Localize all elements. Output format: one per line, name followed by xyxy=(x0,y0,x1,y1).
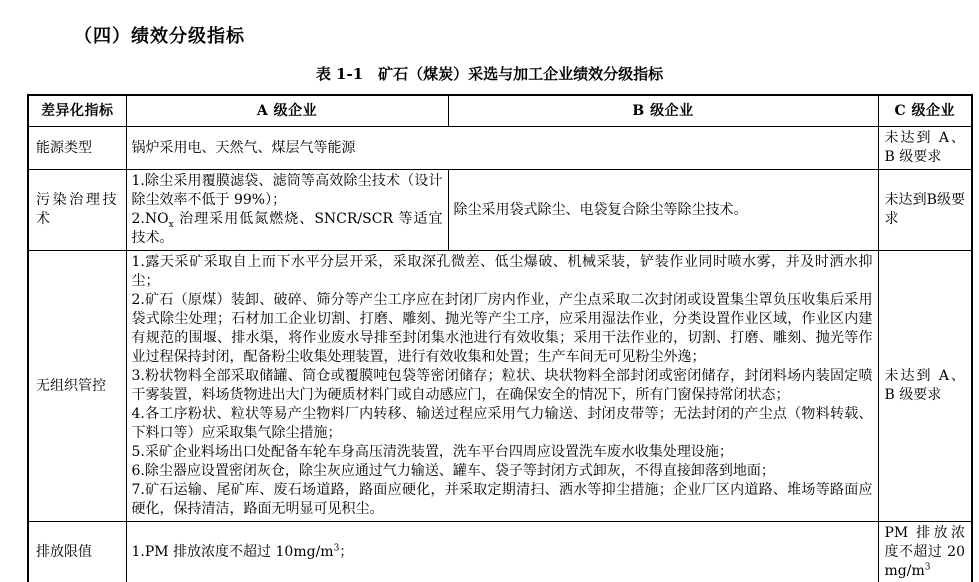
a-cell-item-2: $2.NO_x$ 治理采用低氮燃烧、SNCR/SCR 等适宜技术。 xyxy=(131,211,443,246)
cubic-meter-superscript: 3 xyxy=(333,543,340,554)
col-header-differentiated-indicator: 差异化指标 xyxy=(28,95,126,127)
table-header-row xyxy=(28,95,972,127)
row-pollution-control-technology xyxy=(28,170,972,251)
row-emission-limit xyxy=(28,522,972,582)
emission-limit-c-cell: PM 排放浓度不超过 $20mg/m^3$ xyxy=(878,522,972,582)
col-header-grade-a: A 级企业 xyxy=(126,95,448,127)
energy-type-c-cell: 未达到 A、B 级要求 xyxy=(878,127,972,170)
row-label-fugitive-control: 无组织管控 xyxy=(28,251,126,522)
fugitive-item-6: 6.除尘器应设置密闭灰仓，除尘灰应通过气力输送、罐车、袋子等封闭方式卸灰，不得直接卸落到地面； xyxy=(131,463,775,479)
fugitive-item-7: 7.矿石运输、尾矿库、废石场道路，路面应硬化，并采取定期清扫、洒水等抑尘措施；企业厂区内道路、堆场等路面应硬化，保持清洁，路面无明显可见积尘。 xyxy=(131,482,873,517)
col-header-grade-c: C 级企业 xyxy=(878,95,972,127)
row-fugitive-emission-control xyxy=(28,251,972,522)
emission-limit-ab-cell: 1.PM 排放浓度不超过 $10mg/m^3$； xyxy=(126,522,878,582)
nox-subscript: x xyxy=(168,219,174,230)
table-title: 表 1-1 矿石（煤炭）采选与加工企业绩效分级指标 xyxy=(315,65,664,83)
fugitive-control-ab-cell xyxy=(126,251,878,522)
fugitive-control-c-cell: 未达到 A、B 级要求 xyxy=(878,251,972,522)
energy-type-ab-cell: 锅炉采用电、天然气、煤层气等能源 xyxy=(126,127,878,170)
fugitive-item-5: 5.采矿企业料场出口处配备车轮车身高压清洗装置，洗车平台四周应设置洗车废水收集处理设施； xyxy=(131,444,733,460)
a-cell-item-1: 1.除尘采用覆膜滤袋、滤筒等高效除尘技术（设计除尘效率不低于 99%）； xyxy=(131,173,443,208)
fugitive-item-1: 1.露天采矿采取自上而下水平分层开采，采取深孔微差、低尘爆破、机械采装，铲装作业同时喷水雾，并及时洒水抑尘； xyxy=(131,254,873,289)
row-energy-type xyxy=(28,127,972,170)
col-header-grade-b: B 级企业 xyxy=(448,95,878,127)
row-label-emission-limit: 排放限值 xyxy=(28,522,126,582)
section-heading: （四）绩效分级指标 xyxy=(74,26,245,47)
fugitive-item-2: 2.矿石（原煤）装卸、破碎、筛分等产尘工序应在封闭厂房内作业，产尘点采取二次封闭或设置集尘罩负压收集后采用袋式除尘处理；石材加工企业切割、打磨、雕刻、抛光等产尘工序，应采用湿法作业，分类设置作业区域，作业区内建有规范的围堰、排水渠，将作业废水导排至封闭集水池进行有效收集；采用干法作业的，切割、打磨、雕刻、抛光等作业过程保持封闭，配备粉尘收集处理装置，进行有效收集和处置；生产车间无可见粉尘外逸； xyxy=(131,292,873,365)
pollution-control-b-cell: 除尘采用袋式除尘、电袋复合除尘等除尘技术。 xyxy=(448,170,878,251)
document-page xyxy=(0,24,979,582)
pollution-control-a-cell xyxy=(126,170,448,251)
row-label-energy-type: 能源类型 xyxy=(28,127,126,170)
row-label-pollution-control: 污染治理技术 xyxy=(28,170,126,251)
cubic-meter-superscript: 3 xyxy=(924,562,931,573)
fugitive-item-4: 4.各工序粉状、粒状等易产尘物料厂内转移、输送过程应采用气力输送、封闭皮带等；无法封闭的产尘点（物料转载、下料口等）应采取集气除尘措施； xyxy=(131,406,873,441)
pollution-control-c-cell: 未达到B级要求 xyxy=(878,170,972,251)
performance-grading-table xyxy=(27,94,973,582)
fugitive-item-3: 3.粉状物料全部采取储罐、筒仓或覆膜吨包袋等密闭储存；粒状、块状物料全部封闭或密闭储存，封闭料场内装固定喷干雾装置，料场货物进出大门为硬质材料门或自动感应门，在确保安全的情况下，所有门窗保持常闭状态； xyxy=(131,368,873,403)
